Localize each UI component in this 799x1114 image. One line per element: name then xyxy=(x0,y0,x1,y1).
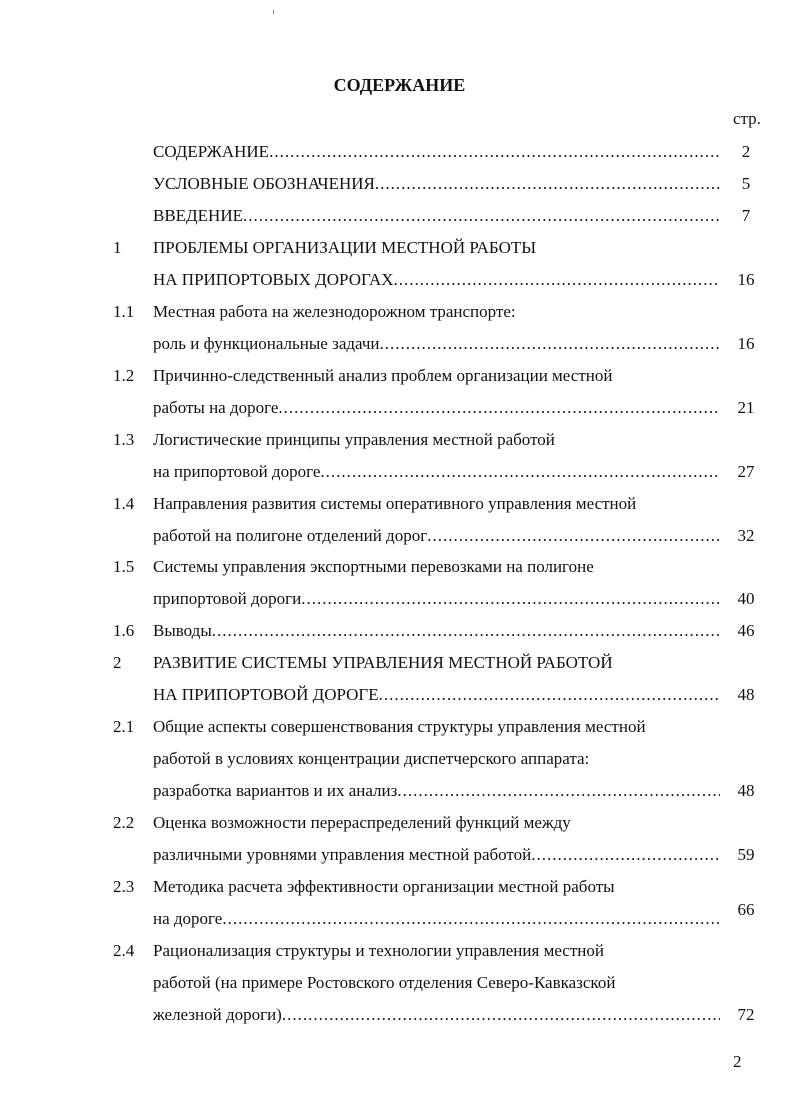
section-number: 2.3 xyxy=(113,877,135,897)
entry-title-line xyxy=(153,364,720,388)
entry-text: РАЗВИТИЕ СИСТЕМЫ УПРАВЛЕНИЯ МЕСТНОЙ РАБОТОЙ xyxy=(153,653,613,673)
entry-page: 66 xyxy=(737,900,755,920)
toc-entry xyxy=(0,460,799,484)
entry-text: НА ПРИПОРТОВЫХ ДОРОГАХ xyxy=(153,269,394,289)
entry-title-line xyxy=(153,811,720,835)
toc-entry xyxy=(0,587,799,611)
entry-title-line xyxy=(153,1003,720,1027)
toc-entry xyxy=(0,268,799,292)
entry-title-line xyxy=(153,236,720,260)
entry-page: 72 xyxy=(737,1004,755,1024)
section-number: 1 xyxy=(113,237,122,257)
entry-text: ВВЕДЕНИЕ xyxy=(153,205,243,225)
page-column-label: стр. xyxy=(733,109,761,128)
toc-entry xyxy=(0,843,799,867)
entry-title-line xyxy=(153,524,720,548)
entry-text: НА ПРИПОРТОВОЙ ДОРОГЕ xyxy=(153,685,379,705)
toc-entry xyxy=(0,683,799,707)
toc-entry xyxy=(0,236,799,260)
entry-title-line xyxy=(153,587,720,611)
entry-page: 21 xyxy=(737,397,755,417)
dot-leader xyxy=(427,524,720,548)
toc-entry xyxy=(0,524,799,548)
section-number: 1.2 xyxy=(113,365,135,385)
dot-leader xyxy=(301,587,720,611)
entry-page: 27 xyxy=(737,461,755,481)
entry-title-line xyxy=(153,172,720,196)
section-number: 2.4 xyxy=(113,941,135,960)
toc-entry xyxy=(0,300,799,324)
entry-page: 59 xyxy=(737,845,755,865)
dot-leader xyxy=(212,619,720,643)
dot-leader xyxy=(380,332,720,356)
toc-entry xyxy=(0,428,799,452)
dot-leader xyxy=(320,460,720,484)
entry-text: УСЛОВНЫЕ ОБОЗНАЧЕНИЯ xyxy=(153,173,375,193)
section-number: 1.6 xyxy=(113,621,135,641)
entry-title-line xyxy=(153,396,720,420)
toc-entry xyxy=(0,332,799,356)
dot-leader xyxy=(397,779,720,803)
entry-title-line xyxy=(153,747,720,771)
scan-artifact xyxy=(273,10,274,14)
entry-text: железной дороги) xyxy=(153,1004,282,1024)
entry-text: припортовой дороги xyxy=(153,589,302,609)
entry-text: работой на полигоне отделений дорог xyxy=(153,525,428,545)
toc-entry xyxy=(0,779,799,803)
page-number: 2 xyxy=(733,1052,742,1071)
entry-text: Общие аспекты совершенствования структуры управления местной xyxy=(153,717,646,737)
section-number: 2.2 xyxy=(113,813,135,833)
section-number: 2.1 xyxy=(113,717,135,737)
entry-title-line xyxy=(153,460,720,484)
entry-title-line xyxy=(153,300,720,324)
entry-title-line xyxy=(153,907,720,931)
entry-text: роль и функциональные задачи xyxy=(153,333,380,353)
toc-entry xyxy=(0,555,799,579)
section-number: 1.4 xyxy=(113,493,135,513)
entry-title-line xyxy=(153,715,720,739)
dot-leader xyxy=(278,396,720,420)
dot-leader xyxy=(269,140,720,164)
toc-entry xyxy=(0,811,799,835)
toc-entry xyxy=(0,204,799,228)
entry-title-line xyxy=(153,971,720,995)
dot-leader xyxy=(243,204,720,228)
entry-text: разработка вариантов и их анализ xyxy=(153,781,398,801)
entry-text: работой (на примере Ростовского отделения Северо-Кавказской xyxy=(153,972,616,992)
entry-text: СОДЕРЖАНИЕ xyxy=(153,142,270,161)
entry-text: различными уровнями управления местной работой xyxy=(153,845,532,865)
entry-text: Методика расчета эффективности организации местной работы xyxy=(153,877,615,897)
entry-text: Причинно-следственный анализ проблем организации местной xyxy=(153,365,613,385)
entry-text: Рационализация структуры и технологии управления местной xyxy=(153,941,604,960)
toc-entry xyxy=(0,900,799,931)
dot-leader xyxy=(394,268,721,292)
entry-page: 46 xyxy=(737,621,755,641)
entry-text: на дороге xyxy=(153,909,223,929)
entry-text: работы на дороге xyxy=(153,397,279,417)
dot-leader xyxy=(531,843,720,867)
entry-text: работой в условиях концентрации диспетчерского аппарата: xyxy=(153,749,590,769)
entry-title-line xyxy=(153,843,720,867)
toc-entry xyxy=(0,492,799,516)
entry-title-line xyxy=(153,268,720,292)
section-number: 1.1 xyxy=(113,301,135,321)
toc-entry xyxy=(0,715,799,739)
section-number: 2 xyxy=(113,653,122,673)
entry-text: Выводы xyxy=(153,621,212,641)
entry-page: 40 xyxy=(737,589,755,609)
entry-title-line xyxy=(153,204,720,228)
toc-entry xyxy=(0,140,799,164)
entry-text: Логистические принципы управления местной работой xyxy=(153,429,555,449)
entry-title-line xyxy=(153,619,720,643)
entry-page: 16 xyxy=(737,333,755,353)
entry-page: 16 xyxy=(737,269,755,289)
entry-title-line xyxy=(153,939,720,963)
entry-page: 7 xyxy=(741,205,751,225)
entry-page: 32 xyxy=(737,525,755,545)
entry-text: Системы управления экспортными перевозками на полигоне xyxy=(153,557,594,577)
toc-entry xyxy=(0,939,799,963)
toc-entry xyxy=(0,1003,799,1027)
entry-title-line xyxy=(153,875,720,899)
toc-entry xyxy=(0,364,799,388)
toc-entry xyxy=(0,619,799,643)
toc-entry xyxy=(0,396,799,420)
toc-entry xyxy=(0,971,799,995)
dot-leader xyxy=(222,907,720,931)
entry-page: 48 xyxy=(737,685,755,705)
page-title: СОДЕРЖАНИЕ xyxy=(333,75,466,95)
toc-entry xyxy=(0,651,799,675)
entry-title-line xyxy=(153,332,720,356)
entry-text: на припортовой дороге xyxy=(153,461,321,481)
entry-text: Местная работа на железнодорожном транспорте: xyxy=(153,301,516,321)
entry-text: Направления развития системы оперативного управления местной xyxy=(153,493,637,513)
dot-leader xyxy=(379,683,720,707)
toc-entry xyxy=(0,172,799,196)
toc-entry xyxy=(0,747,799,771)
entry-title-line xyxy=(153,140,720,164)
entry-page: 2 xyxy=(741,142,751,161)
entry-page: 48 xyxy=(737,781,755,801)
entry-title-line xyxy=(153,428,720,452)
entry-title-line xyxy=(153,779,720,803)
entry-text: Оценка возможности перераспределений функций между xyxy=(153,813,571,833)
entry-title-line xyxy=(153,555,720,579)
section-number: 1.3 xyxy=(113,429,135,449)
dot-leader xyxy=(375,172,720,196)
entry-text: ПРОБЛЕМЫ ОРГАНИЗАЦИИ МЕСТНОЙ РАБОТЫ xyxy=(153,237,537,257)
section-number: 1.5 xyxy=(113,557,135,577)
entry-title-line xyxy=(153,683,720,707)
entry-title-line xyxy=(153,651,720,675)
entry-title-line xyxy=(153,492,720,516)
toc-entry xyxy=(0,875,799,899)
entry-page: 5 xyxy=(741,173,751,193)
dot-leader xyxy=(282,1003,720,1027)
